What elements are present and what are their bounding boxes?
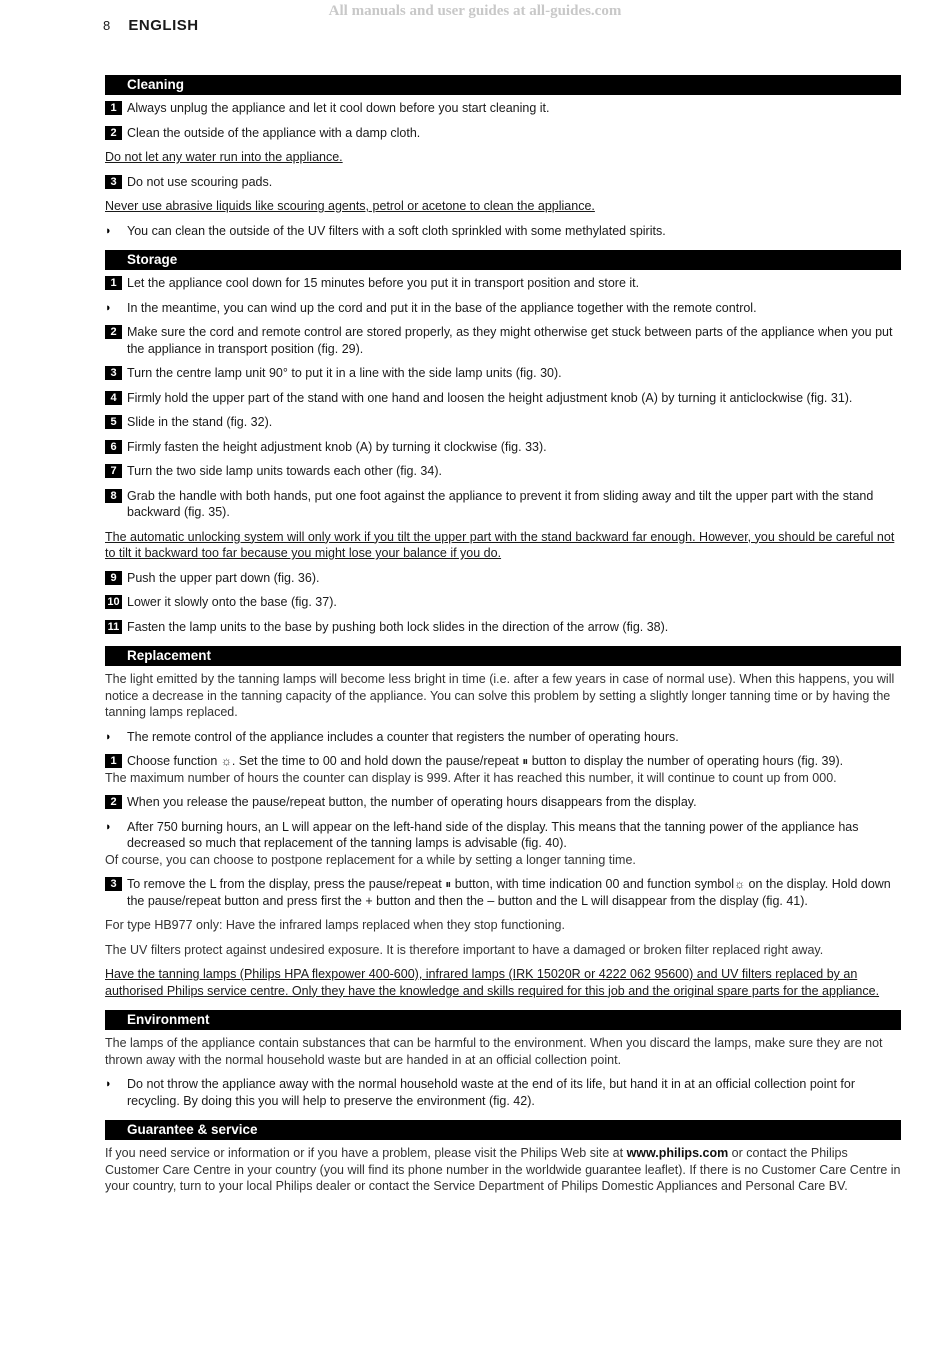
language-label: ENGLISH	[128, 17, 199, 34]
paragraph: The light emitted by the tanning lamps will become less bright in time (i.e. after a few years in case of normal use). When this happens, you will notice a decrease in the tanning capacity of the appliance. You can solve this problem by setting a slightly longer tanning time or by having the tanning lamps replaced.	[105, 672, 895, 719]
step-number: 2	[105, 795, 122, 809]
bullet-text: After 750 burning hours, an L will appear on the left-hand side of the display. This means that the tanning power of the appliance has decreased so much that replacement of the tanning lamps is advisable (fig. 40).	[127, 819, 859, 850]
step-number: 3	[105, 366, 122, 380]
warning-text: Do not let any water run into the appliance.	[105, 150, 343, 164]
step-text: Fasten the lamp units to the base by pushing both lock slides in the direction of the arrow (fig. 38).	[127, 619, 669, 634]
step-item	[105, 275, 901, 292]
step-text: button, with time indication 00 and function symbol	[451, 877, 735, 891]
step-item	[105, 174, 901, 191]
step-item	[105, 414, 901, 431]
step-number: 1	[105, 276, 122, 290]
step-item	[105, 439, 901, 456]
step-text: Slide in the stand (fig. 32).	[127, 415, 273, 429]
step-number: 2	[105, 325, 122, 339]
step-item	[105, 125, 901, 142]
bullet-note: Of course, you can choose to postpone replacement for a while by setting a longer tanning time.	[105, 852, 636, 867]
step-item	[105, 619, 901, 636]
bullet-text: In the meantime, you can wind up the cord and put it in the base of the appliance together with the remote control.	[127, 300, 757, 315]
step-item	[105, 594, 901, 611]
bullet-icon: ◗	[105, 820, 112, 833]
step-text: . Set the time to 00 and hold down the pause/repeat	[231, 754, 523, 768]
section-header-storage: Storage	[105, 250, 901, 270]
step-text: Clean the outside of the appliance with a damp cloth.	[127, 125, 421, 140]
bullet-icon: ◗	[105, 301, 112, 314]
step-number: 9	[105, 571, 122, 585]
bullet-item	[105, 819, 901, 852]
section-header-guarantee: Guarantee & service	[105, 1120, 901, 1140]
step-number: 1	[105, 754, 122, 768]
paragraph	[105, 1145, 901, 1195]
step-number: 3	[105, 175, 122, 189]
pause-icon: ⏸	[522, 754, 529, 768]
step-text: Turn the two side lamp units towards each other (fig. 34).	[127, 464, 442, 478]
page-header	[103, 17, 199, 34]
step-number: 6	[105, 440, 122, 454]
step-number: 3	[105, 877, 122, 891]
step-item	[105, 324, 901, 357]
step-text: button to display the number of operating hours (fig. 39).	[528, 754, 844, 768]
step-text: Make sure the cord and remote control are stored properly, as they might otherwise get stuck between parts of the appliance when you put the appliance in transport position (fig. 29).	[127, 325, 893, 356]
step-text: Push the upper part down (fig. 36).	[127, 570, 320, 585]
sun-icon: ☼	[220, 754, 232, 768]
step-text: Turn the centre lamp unit 90° to put it in a line with the side lamp units (fig. 30).	[127, 366, 562, 380]
step-item	[105, 390, 901, 407]
step-text: Grab the handle with both hands, put one foot against the appliance to prevent it from sliding away and tilt the upper part with the stand backward (fig. 35).	[127, 488, 874, 519]
bullet-icon: ◗	[105, 730, 112, 743]
step-text: Lower it slowly onto the base (fig. 37).	[127, 595, 337, 609]
step-text: Firmly hold the upper part of the stand with one hand and loosen the height adjustment knob (A) by turning it anticlockwise (fig. 31).	[127, 390, 853, 405]
section-header-environment: Environment	[105, 1010, 901, 1030]
step-text: Let the appliance cool down for 15 minutes before you put it in transport position and store it.	[127, 276, 640, 290]
step-number: 1	[105, 101, 122, 115]
step-text: on the display. Hold down the pause/repeat button and press first the + button and then the – button and the L will disappear from the display (fig. 41).	[127, 877, 891, 908]
warning-text: Never use abrasive liquids like scouring agents, petrol or acetone to clean the appliance.	[105, 199, 595, 213]
bullet-item	[105, 729, 901, 746]
step-text: Always unplug the appliance and let it cool down before you start cleaning it.	[127, 101, 550, 115]
bullet-item	[105, 1076, 901, 1109]
paragraph: The lamps of the appliance contain substances that can be harmful to the environment. When you discard the lamps, make sure they are not thrown away with the normal household waste but are handed in at an official collection point.	[105, 1036, 883, 1067]
step-item	[105, 365, 901, 382]
step-item	[105, 570, 901, 587]
step-number: 4	[105, 391, 122, 405]
page-number: 8	[103, 18, 111, 33]
step-number: 8	[105, 489, 122, 503]
section-header-cleaning: Cleaning	[105, 75, 901, 95]
step-item	[105, 794, 901, 811]
pause-icon: ⏸	[445, 877, 452, 891]
bullet-text: Do not throw the appliance away with the normal household waste at the end of its life, but hand it in at an official collection point for recycling. By doing this you will help to preserve the environment (fig. 42).	[127, 1077, 855, 1108]
bullet-text: You can clean the outside of the UV filters with a soft cloth sprinkled with some methylated spirits.	[127, 223, 666, 238]
step-item	[105, 100, 901, 117]
step-text: Do not use scouring pads.	[127, 174, 273, 189]
bullet-item	[105, 223, 901, 240]
step-text: Choose function	[127, 754, 221, 768]
paragraph: The UV filters protect against undesired exposure. It is therefore important to have a damaged or broken filter replaced right away.	[105, 942, 824, 957]
step-item	[105, 876, 901, 909]
step-number: 11	[105, 620, 122, 634]
step-number: 7	[105, 464, 122, 478]
step-text: To remove the L from the display, press the pause/repeat	[127, 877, 446, 891]
step-item	[105, 463, 901, 480]
sun-icon: ☼	[734, 877, 746, 891]
step-number: 5	[105, 415, 122, 429]
guarantee-text: If you need service or information or if you have a problem, please visit the Philips Web site at	[105, 1146, 627, 1160]
warning-text: Have the tanning lamps (Philips HPA flexpower 400-600), infrared lamps (IRK 15020R or 4222 062 95600) and UV filters replaced by an authorised Philips service centre. Only they have the knowledge and skills required for this job and the original spare parts for the appliance.	[105, 967, 880, 998]
bullet-item	[105, 300, 901, 317]
bullet-text: The remote control of the appliance includes a counter that registers the number of operating hours.	[127, 729, 679, 744]
bullet-icon: ◗	[105, 1078, 112, 1090]
watermark: All manuals and user guides at all-guides.com	[328, 3, 622, 19]
step-text: When you release the pause/repeat button, the number of operating hours disappears from the display.	[127, 795, 697, 809]
step-note: The maximum number of hours the counter can display is 999. After it has reached this number, it will continue to count up from 000.	[105, 770, 837, 785]
website-link[interactable]: www.philips.com	[626, 1146, 729, 1160]
step-item	[105, 753, 901, 770]
paragraph: For type HB977 only: Have the infrared lamps replaced when they stop functioning.	[105, 918, 565, 932]
step-number: 10	[105, 595, 122, 609]
manual-content	[105, 75, 901, 1195]
bullet-icon: ◗	[105, 224, 112, 237]
guarantee-text: or contact the Philips Customer Care Centre in your country (you will find its phone number in the worldwide guarantee leaflet). If there is no Customer Care Centre in your country, turn to your local Philips dealer or contact the Service Department of Philips Domestic Appliances and Personal Care BV.	[105, 1146, 901, 1193]
warning-text: The automatic unlocking system will only work if you tilt the upper part with the stand backward far enough. However, you should be careful not to tilt it backward too far because you might lose your balance if you do.	[105, 529, 895, 560]
section-header-replacement: Replacement	[105, 646, 901, 666]
step-text: Firmly fasten the height adjustment knob (A) by turning it clockwise (fig. 33).	[127, 439, 547, 454]
step-item	[105, 488, 901, 521]
step-number: 2	[105, 126, 122, 140]
